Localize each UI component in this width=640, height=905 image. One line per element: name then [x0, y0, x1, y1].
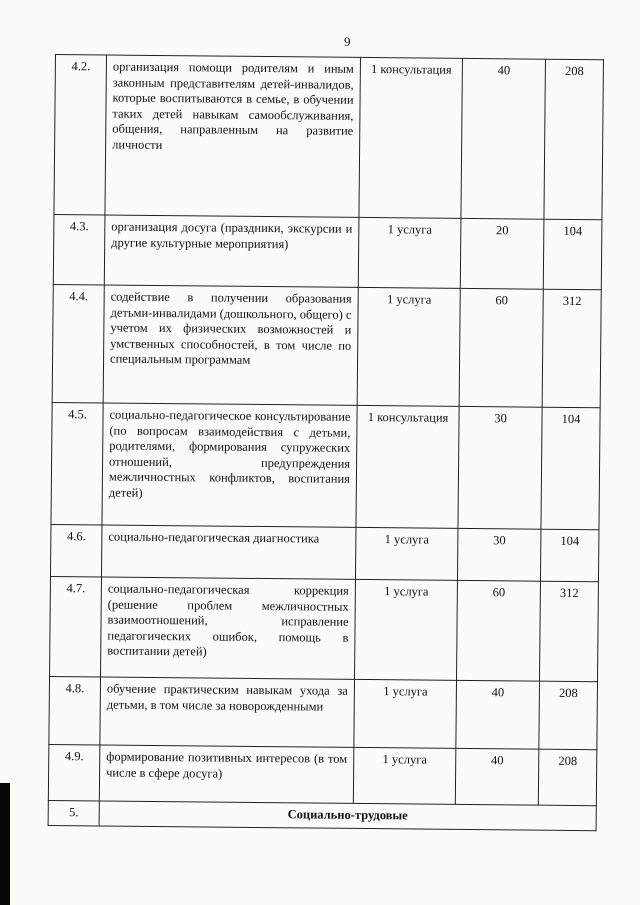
table-row — [50, 524, 598, 581]
service-description: организация досуга (праздники, экскурсии и другие культурные мероприятия) — [104, 215, 359, 287]
scan-edge-shadow — [0, 783, 10, 905]
service-total: 208 — [539, 681, 598, 750]
row-number: 4.7. — [50, 576, 102, 676]
service-total: 104 — [541, 407, 600, 530]
row-number: 4.9. — [48, 744, 100, 800]
service-unit: 1 услуга — [357, 287, 460, 406]
services-table — [48, 54, 604, 831]
service-time: 40 — [455, 748, 539, 805]
service-time: 40 — [456, 680, 540, 749]
service-time: 30 — [458, 406, 542, 529]
row-number: 4.2. — [54, 55, 107, 215]
service-total: 208 — [544, 59, 604, 220]
service-total: 312 — [540, 581, 599, 682]
service-time: 60 — [459, 288, 543, 407]
service-description: содействие в получении образования детьми-инвалидами (дошкольного, общего) с учетом их физических возможностей и умственных способностей, в том числе по специальным программам — [103, 285, 358, 405]
row-number: 4.6. — [50, 524, 101, 576]
service-unit: 1 услуга — [354, 679, 457, 748]
service-description: социально-педагогическая коррекция (решение проблем межличностных взаимоотношений, исправление педагогических ошибок, помощь в воспитании детей) — [101, 577, 356, 679]
service-description: формирование позитивных интересов (в том числе в сфере досуга) — [99, 745, 354, 803]
table-row — [49, 676, 598, 749]
row-number: 4.5. — [51, 402, 103, 524]
section-row — [48, 800, 596, 830]
row-number: 4.3. — [53, 214, 105, 284]
service-total: 208 — [538, 749, 597, 806]
service-total: 104 — [540, 529, 598, 582]
service-time: 40 — [461, 58, 546, 219]
section-number: 5. — [48, 800, 99, 825]
service-time: 60 — [457, 580, 541, 681]
row-number: 4.8. — [49, 676, 101, 744]
table-row — [51, 402, 600, 529]
service-unit: 1 услуга — [355, 527, 457, 580]
service-unit: 1 услуга — [358, 217, 461, 288]
table-row — [48, 744, 597, 805]
service-unit: 1 консультация — [356, 405, 459, 528]
service-time: 30 — [457, 528, 540, 581]
service-description: обучение практическим навыкам ухода за детьми, в том числе за новорожденными — [100, 677, 355, 747]
table-row — [54, 55, 604, 220]
service-time: 20 — [460, 218, 544, 289]
row-number: 4.4. — [52, 284, 104, 402]
service-total: 312 — [542, 289, 601, 408]
service-unit: 1 услуга — [353, 747, 456, 804]
service-unit: 1 консультация — [359, 57, 463, 218]
service-description: социально-педагогическая диагностика — [101, 525, 355, 579]
service-description: социально-педагогическое консультирование (по вопросам взаимодействия с детьми, родителями, формирования супружеских отношений, предупреждения межличностных конфликтов, воспитания детей) — [102, 403, 357, 527]
table-row — [50, 576, 599, 681]
page-number: 9 — [344, 34, 351, 49]
table-row — [52, 284, 601, 407]
service-description: организация помощи родителям и иным законным представителям детей-инвалидов, которые воспитываются в семье, в обучении таких детей навыкам самообслуживания, общения, направленным на развитие личности — [105, 55, 361, 217]
table-row — [53, 214, 602, 289]
section-title: Социально-трудовые — [99, 801, 596, 830]
service-unit: 1 услуга — [355, 579, 458, 680]
service-total: 104 — [543, 219, 602, 290]
